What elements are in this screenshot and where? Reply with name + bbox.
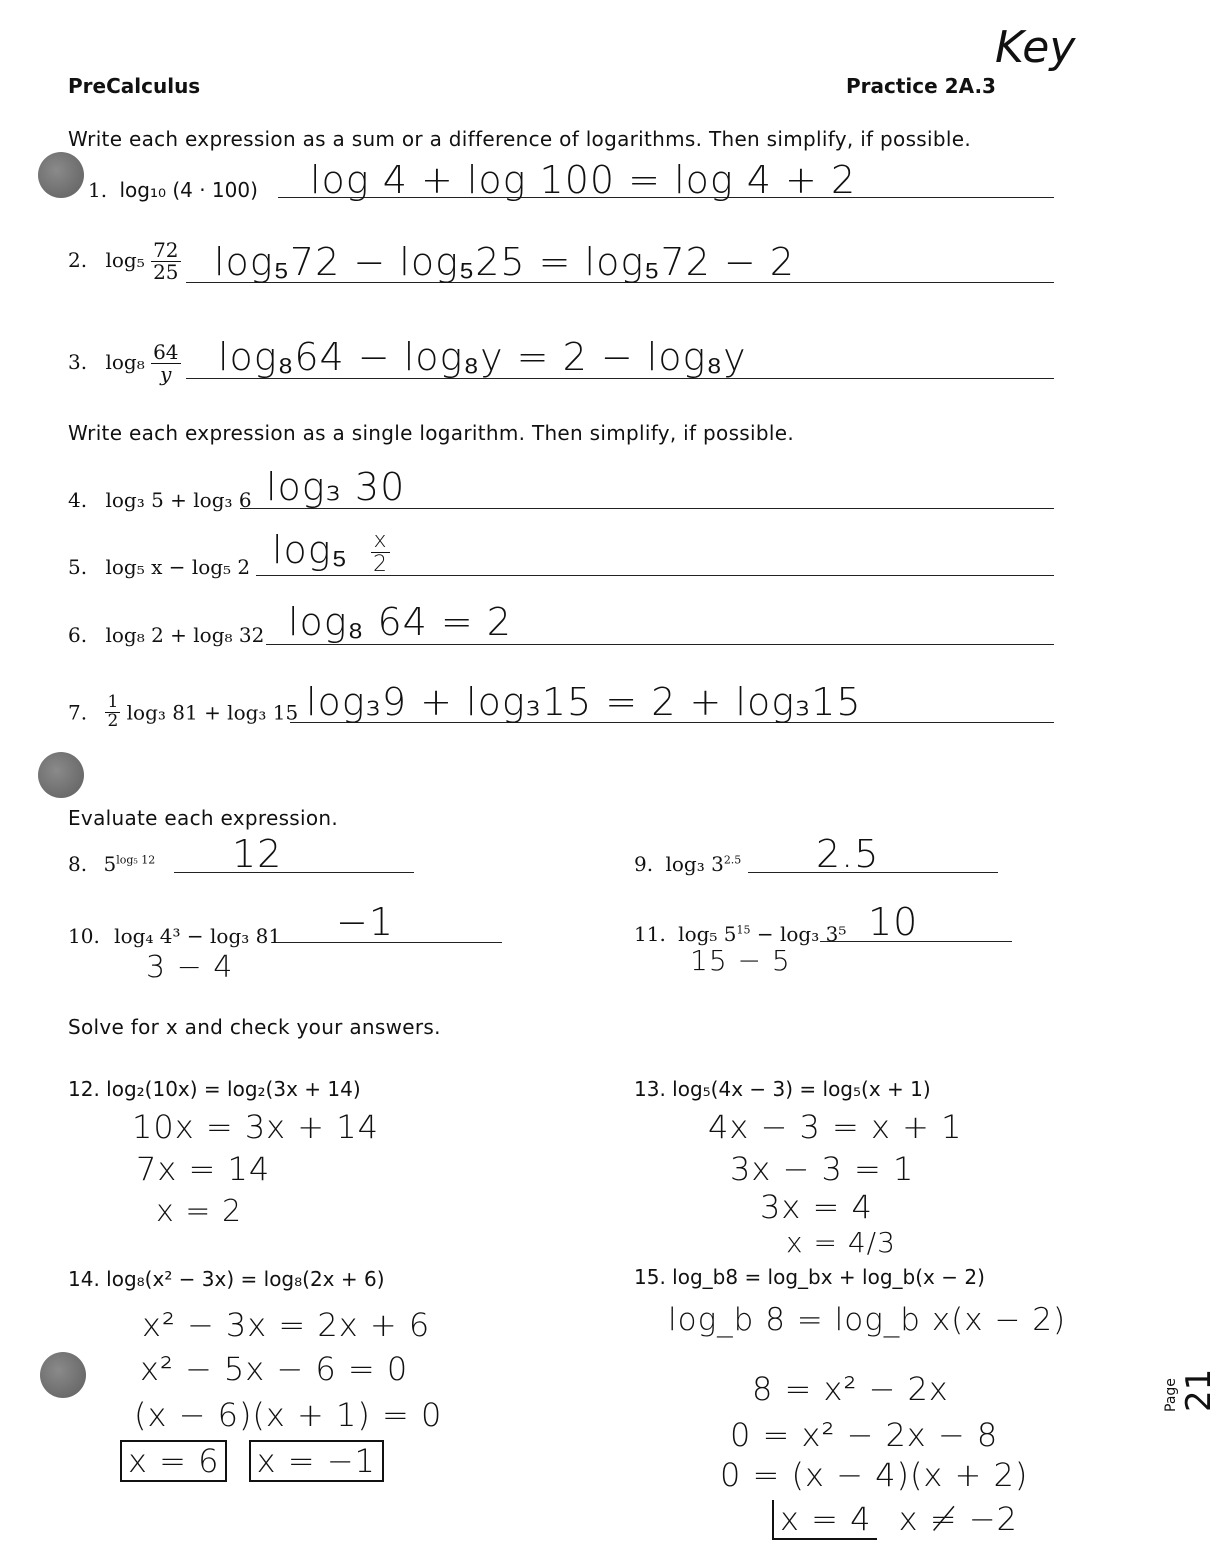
problem-exponent: log₅ 12 [116,853,156,867]
problem-15 [634,1265,985,1289]
answer-9: 2.5 [816,832,880,876]
problem-base: 5 [103,852,117,876]
work-15-line-3: 0 = x² − 2x − 8 [730,1416,999,1454]
answer-line-8 [174,872,414,873]
answer-3: log₈64 − log₈y = 2 − log₈y [218,335,747,379]
problem-expression: log₁₀ (4 · 100) [119,178,258,202]
problem-expression: log₈ 2 + log₈ 32 [105,623,265,647]
answer-10: −1 [336,900,395,944]
problem-expression: log₅ x − log₅ 2 [105,555,251,579]
work-13-line-2: 3x − 3 = 1 [730,1150,915,1188]
problem-expression: log₈(x² − 3x) = log₈(2x + 6) [106,1267,385,1291]
problem-base: 3 [711,852,724,876]
problem-number: 8. [68,852,88,876]
work-14-line-2: x² − 5x − 6 = 0 [140,1350,409,1388]
fraction-denominator: 2 [107,710,119,731]
problem-number: 10. [68,924,100,948]
problem-exponent: 2.5 [723,853,742,867]
problem-expression: log₄ 4³ − log₃ 81 [114,924,282,948]
problem-number: 6. [68,623,88,647]
problem-number: 1. [88,178,108,202]
problem-14 [68,1267,385,1291]
section-instruction-4: Solve for x and check your answers. [68,1015,441,1039]
coefficient-fraction [105,694,120,731]
work-12-line-3: x = 2 [156,1194,243,1229]
problem-number: 5. [68,555,88,579]
problem-number: 9. [634,852,654,876]
work-12-line-2: 7x = 14 [136,1150,271,1188]
answer-6: log₈ 64 = 2 [288,600,512,644]
problem-11 [634,922,846,946]
problem-number: 4. [68,488,88,512]
section-instruction-2: Write each expression as a single logarithm. Then simplify, if possible. [68,421,794,445]
problem-2 [68,240,181,283]
work-15-line-1: log_b 8 = log_b x(x − 2) [668,1302,1067,1338]
problem-8 [68,852,155,876]
answer-5 [272,528,390,576]
problem-1 [88,178,258,202]
problem-expression-b: − log₃ 3⁵ [756,922,847,946]
punch-hole-middle [38,752,84,798]
work-14-line-3: (x − 6)(x + 1) = 0 [134,1396,443,1434]
problem-number: 3. [68,350,88,374]
fraction-numerator: 72 [153,238,179,262]
work-15-line-4: 0 = (x − 4)(x + 2) [720,1456,1029,1494]
page-number: 21 [1179,1368,1219,1412]
work-10: 3 − 4 [146,950,234,985]
answer-11: 10 [868,900,919,944]
problem-log: log₅ [105,248,145,272]
page-footer [1160,1369,1219,1412]
work-13-line-4: x = 4/3 [786,1226,896,1259]
fraction-denominator: 25 [153,260,179,284]
course-title: PreCalculus [68,74,201,98]
problem-number: 12. [68,1077,100,1101]
work-13-line-1: 4x − 3 = x + 1 [708,1108,963,1146]
solution-x-6: x = 6 [120,1440,227,1482]
problem-number: 11. [634,922,666,946]
problem-expression-a: log₅ 5 [678,922,737,946]
answer-fraction [371,529,390,576]
fraction-denominator: y [160,362,172,386]
fraction-numerator: 64 [153,340,179,364]
problem-expression: log₅(4x − 3) = log₅(x + 1) [672,1077,931,1101]
work-12-line-1: 10x = 3x + 14 [132,1108,379,1146]
problem-exponent: 15 [736,923,751,937]
problem-12 [68,1077,361,1101]
fraction-numerator: 1 [107,692,119,712]
work-14-solutions [120,1442,384,1480]
problem-6 [68,623,264,647]
problem-3 [68,342,181,385]
answer-4: log₃ 30 [266,465,406,509]
answer-2: log₅72 − log₅25 = log₅72 − 2 [214,240,795,284]
answer-7: log₃9 + log₃15 = 2 + log₃15 [306,680,862,724]
problem-fraction [151,342,180,385]
key-mark: Key [995,22,1076,73]
practice-title: Practice 2A.3 [846,74,996,98]
problem-10 [68,924,281,948]
problem-5 [68,555,250,579]
answer-log: log₅ [272,528,348,572]
punch-hole-bottom [40,1352,86,1398]
problem-expression: log₂(10x) = log₂(3x + 14) [106,1077,361,1101]
rejected-solution: x ≠ −2 [898,1500,1018,1538]
solution-x-4: x = 4 [772,1500,877,1540]
problem-number: 13. [634,1077,666,1101]
problem-number: 7. [68,700,88,725]
work-11: 15 − 5 [690,944,791,977]
problem-13 [634,1077,931,1101]
work-15-solutions [772,1500,1018,1538]
work-13-line-3: 3x = 4 [760,1188,873,1226]
solution-x-neg-1: x = −1 [249,1440,384,1482]
problem-log: log₈ [105,350,145,374]
page-label: Page [1163,1378,1179,1412]
work-14-line-1: x² − 3x = 2x + 6 [142,1306,431,1344]
answer-8: 12 [232,832,283,876]
punch-hole-top [38,152,84,198]
problem-4 [68,488,252,512]
fraction-numerator: x [371,529,390,553]
problem-7 [68,694,298,731]
section-instruction-1: Write each expression as a sum or a difference of logarithms. Then simplify, if possible. [68,127,971,151]
problem-expression: log₃ 81 + log₃ 15 [126,700,299,725]
problem-expression: log_b8 = log_bx + log_b(x − 2) [672,1265,985,1289]
fraction-denominator: 2 [373,552,389,577]
problem-expression: log₃ 5 + log₃ 6 [105,488,252,512]
problem-fraction [151,240,180,283]
work-15-line-2: 8 = x² − 2x [752,1370,949,1408]
problem-number: 14. [68,1267,100,1291]
problem-log: log₃ [665,852,705,876]
answer-1: log 4 + log 100 = log 4 + 2 [310,158,857,202]
problem-number: 2. [68,248,88,272]
section-instruction-3: Evaluate each expression. [68,806,339,830]
problem-9 [634,852,741,876]
problem-number: 15. [634,1265,666,1289]
